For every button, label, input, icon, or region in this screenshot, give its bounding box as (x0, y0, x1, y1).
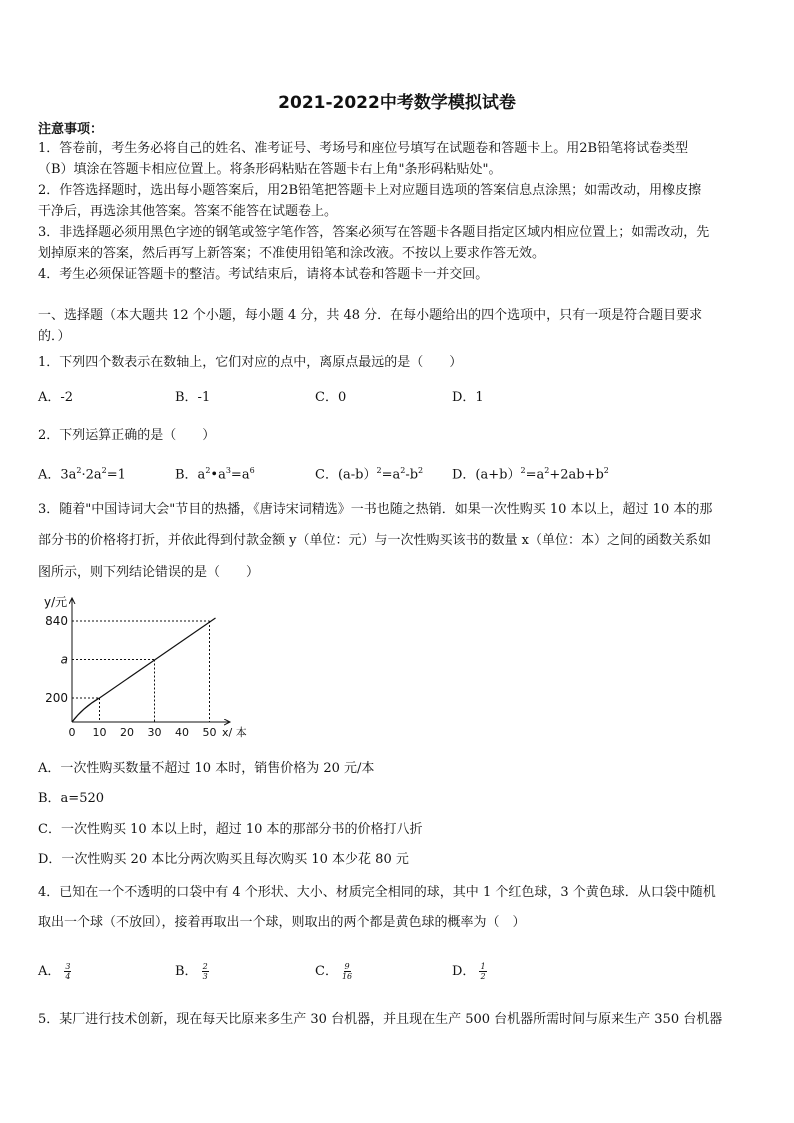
q2-option-a: A．$3a^2\cdot 2a^2=1$ (38, 466, 126, 483)
x-tick-label: 10 (92, 726, 107, 739)
question-3-stem: 图所示，则下列结论错误的是（ ） (38, 565, 260, 580)
q3-function-graph (36, 590, 266, 745)
question-4-stem: 4．已知在一个不透明的口袋中有 4 个形状、大小、材质完全相同的球，其中 1 个红色球，3 个黄色球．从口袋中随机 (38, 885, 716, 900)
q1-option-c: C．0 (315, 390, 347, 405)
notice-line: 干净后，再选涂其他答案。答案不能答在试题卷上。 (38, 204, 338, 219)
question-4-stem: 取出一个球（不放回），接着再取出一个球，则取出的两个都是黄色球的概率为（ ） (38, 915, 526, 930)
q1-option-a: A．-2 (38, 390, 74, 405)
q3-option-a: A．一次性购买数量不超过 10 本时，销售价格为 20 元/本 (38, 761, 375, 776)
q4-option-a: A． $\frac{3}{4}$ (38, 962, 71, 981)
q4-option-c: C． $\frac{9}{16}$ (315, 962, 353, 981)
q3-option-d: D．一次性购买 20 本比分两次购买且每次购买 10 本少花 80 元 (38, 852, 409, 867)
x-tick-label: 40 (175, 726, 189, 739)
x-axis-label: x/ 本 (222, 726, 247, 739)
notice-line: 划掉原来的答案，然后再写上新答案；不准使用铅笔和涂改液。不按以上要求作答无效。 (38, 246, 546, 261)
q4-option-d: D． $\frac{1}{2}$ (452, 962, 486, 981)
notice-heading: 注意事项： (38, 122, 104, 137)
question-1-stem: 1．下列四个数表示在数轴上，它们对应的点中，离原点最远的是（ ） (38, 355, 463, 370)
notice-line: （B）填涂在答题卡相应位置上。将条形码粘贴在答题卡右上角"条形码粘贴处"。 (38, 162, 502, 177)
notice-line: 1．答卷前，考生务必将自己的姓名、准考证号、考场号和座位号填写在试题卷和答题卡上。用2B铅笔将试卷类型 (38, 141, 689, 156)
section-heading: 一、选择题（本大题共 12 个小题，每小题 4 分，共 48 分．在每小题给出的四个选项中，只有一项是符合题目要求 (38, 308, 703, 323)
q1-option-d: D．1 (452, 390, 484, 405)
x-tick-label: 30 (147, 726, 162, 739)
question-3-stem: 3．随着"中国诗词大会"节目的热播，《唐诗宋词精选》一书也随之热销．如果一次性购买 10 本以上，超过 10 本的那 (38, 502, 713, 517)
question-2-stem: 2．下列运算正确的是（ ） (38, 428, 216, 443)
q3-option-b: B．a=520 (38, 791, 105, 806)
q2-option-d: D．$(a+b)^2=a^2+2ab+b^2$ (452, 466, 609, 483)
x-tick-label: 0 (68, 726, 76, 739)
question-5-stem: 5．某厂进行技术创新，现在每天比原来多生产 30 台机器，并且现在生产 500 台机器所需时间与原来生产 350 台机器 (38, 1012, 723, 1027)
question-3-stem: 部分书的价格将打折，并依此得到付款金额 y（单位：元）与一次性购买该书的数量 x（单位：本）之间的函数关系如 (38, 533, 711, 548)
q3-option-c: C．一次性购买 10 本以上时，超过 10 本的那部分书的价格打八折 (38, 822, 423, 837)
x-tick-label: 50 (202, 726, 217, 739)
q4-option-b: B． $\frac{2}{3}$ (175, 962, 208, 981)
q2-option-b: B．$a^2•a^3=a^6$ (175, 466, 255, 483)
series-segment (72, 698, 100, 722)
series-segment (100, 618, 216, 698)
page-title: 2021-2022中考数学模拟试卷 (278, 93, 516, 113)
x-tick-label: 20 (120, 726, 134, 739)
q1-option-b: B．-1 (175, 390, 211, 405)
y-tick-label: 200 (45, 690, 68, 705)
y-tick-label: 840 (45, 614, 68, 628)
notice-line: 2．作答选择题时，选出每小题答案后，用2B铅笔把答题卡上对应题目选项的答案信息点涂黑；如需改动，用橡皮擦 (38, 183, 702, 198)
y-axis-label: y/元 (44, 595, 68, 609)
q2-option-c: C．$(a-b)^2=a^2-b^2$ (315, 466, 424, 483)
notice-line: 4．考生必须保证答题卡的整洁。考试结束后，请将本试卷和答题卡一并交回。 (38, 267, 489, 282)
notice-line: 3．非选择题必须用黑色字迹的钢笔或签字笔作答，答案必须写在答题卡各题目指定区域内相应位置上；如需改动，先 (38, 225, 710, 240)
section-heading-cont: 的．） (38, 329, 71, 344)
y-tick-label: a (60, 652, 68, 667)
